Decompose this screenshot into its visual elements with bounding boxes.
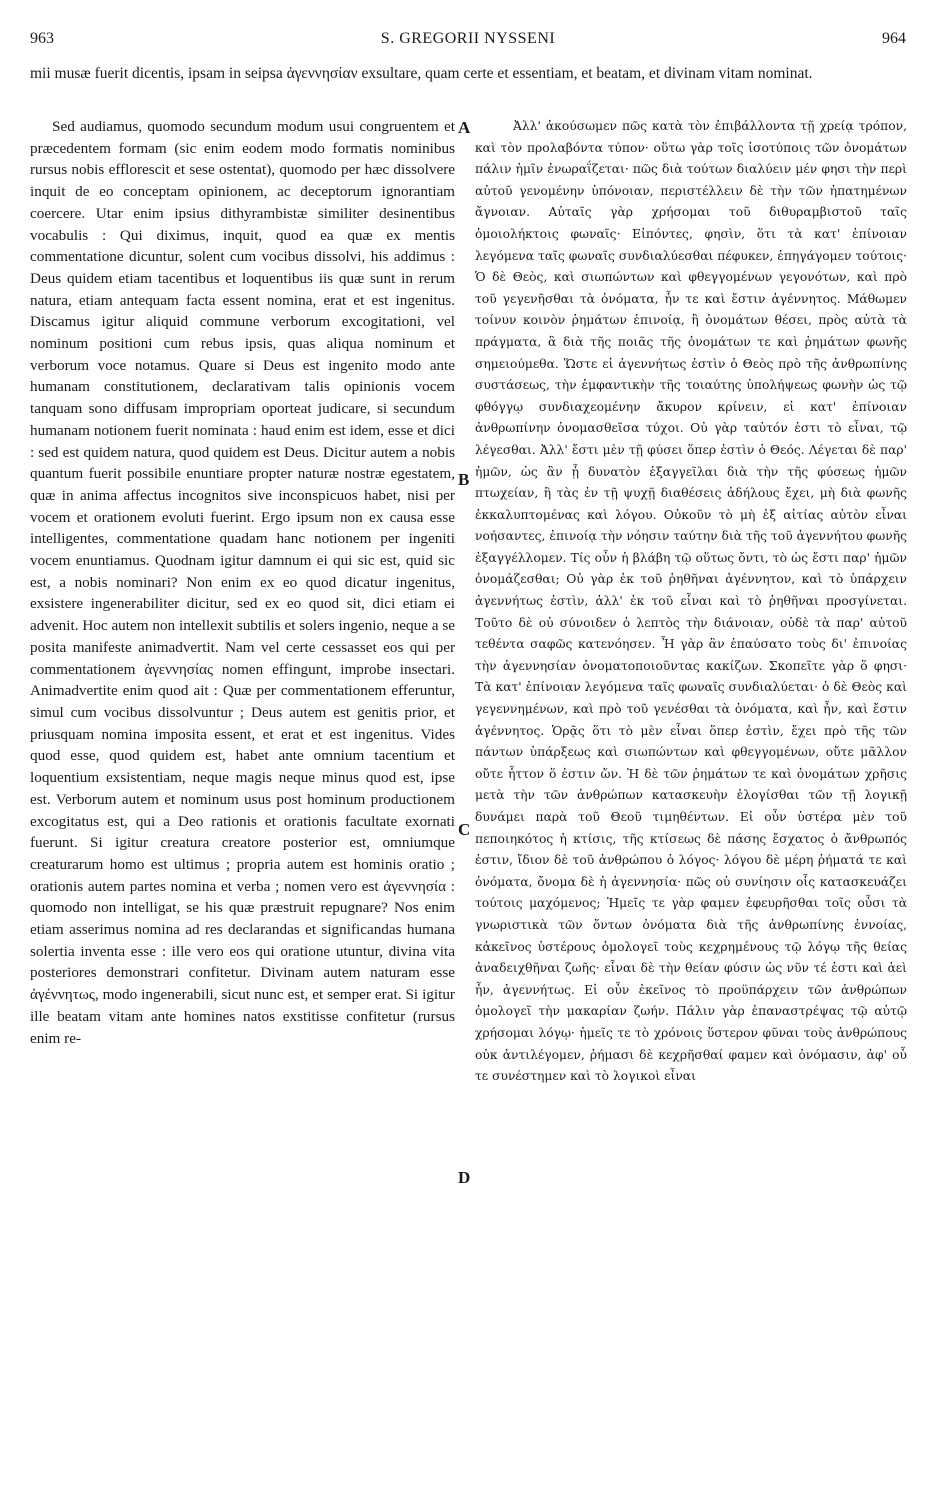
- section-marker-b: B: [458, 470, 470, 489]
- page-number-right: 964: [882, 30, 906, 47]
- page-number-left: 963: [30, 30, 54, 47]
- section-marker-a: A: [458, 118, 471, 137]
- intro-paragraph: mii musæ fuerit dicentis, ipsam in seipsa ἀγεννησίαν exsultare, quam certe et essentiam, et beatam, et divinam vitam nominat.: [30, 65, 813, 82]
- greek-column: [475, 116, 907, 1483]
- running-header: [30, 30, 906, 54]
- running-title: S. GREGORII NYSSENI: [380, 30, 556, 47]
- latin-column: [30, 116, 455, 1483]
- latin-text: Sed audiamus, quomodo secundum modum usui congruentem et præcedentem formam (sic enim eodem modo formatis nominibus rursus nobis efflorescit et sese ostentat), quomodo per hæc dissolvere inquit de eo conceptam opinionem, ac deceptorum ignorantiam coercere. Utar enim ipsius dithyrambistæ similiter desinentibus vocabulis : Qui diximus, inquit, quod ea quæ ex mentis commentatione dicuntur, solent cum vocibus dissolvi, his addimus : Deus quidem etiam tacentibus et loquentibus iis quæ sunt in rerum natura, etiam antequam facta essent nomina, erat et est ingenitus. Discamus igitur aliquid commune verborum excogitationi, vel nominum positioni cum rebus ipsis, quas aliqua nominum et verborum voce notamus. Quare si Deus est ingenito modo ante humanam constitutionem, declarativam talis opinionis vocem tanquam sono diffusam impropriam oporteat judicare, si secundum humanam notionem fuerit nominata : haud enim est idem, esse et dici : sed est quidem natura, quod quidem est Deus. Dicitur autem a nobis quantum fuerit possibile enuntiare propter naturæ nostræ egestatem, quæ in anima affectus incognitos sive inconspicuos habet, nisi per vocem et orationem evoluti fuerint. Ergo ipsum non ex causa esse intelligentes, commentatione quadam hanc notionem per ingeniti vocem enuntiamus. Quodnam igitur damnum ei qui sic est, quid sic est, a nobis nominari? Non enim ex eo quod dicatur ingenitus, exsistere ingenerabiliter dicitur, sed ex eo quod sit, dici etiam ei advenit. Hoc autem non intellexit subtilis et solers ingenio, neque a se posita manifeste animadvertit. Nam vel certe cessasset eos qui per commentationem ἀγεννησίας nomen effingunt, improbe insectari. Animadvertite enim quod ait : Quæ per commentationem efferuntur, simul cum vocibus dissolvuntur ; Deus autem est genitis prior, et priusquam nomina imposita essent, et erat et est ingenitus. Vides quod esse, quod quidem est, habet ante omnium tacentium et loquentium exsistentiam, neque magis neque minus quod est, ipse est. Verborum autem et nominum usus post hominum productionem excogitatus est, qui a Deo rationis et orationis facultate exornati fuerunt. Si igitur creatura creatore posterior est, omniumque creaturarum homo est ultimus ; propria autem est hominis oratio ; orationis autem partes nomina et verba ; nomen vero est ἀγεννησία : quomodo non intelligat, se his quæ præstruit repugnare? Nos enim etiam asserimus nomina ad res declarandas et significandas humana solertia inventa esse : ille vero eos qui oratione utuntur, divina vita posteriores demonstrari confitetur. Divinam autem naturam esse ἀγέννητως, modo ingenerabili, sicut nunc est, et semper erat. Si igitur ille beatam vitam ante homines natos exstitisse confitetur (rursus enim re-: [30, 118, 455, 1047]
- greek-text: Ἀλλ' ἀκούσωμεν πῶς κατὰ τὸν ἐπιβάλλοντα τῇ χρείᾳ τρόπον, καὶ τὸν προλαβόντα τύπον· οὕτω γὰρ τοῖς ἰσοτύποις τῶν ὀνομάτων πάλιν ἡμῖν ἐνωραΐζεται· πῶς διὰ τούτων διαλύειν μέν φησι τὴν περὶ αὐτοῦ γενομένην ὑπόνοιαν, περιστέλλειν δὲ τὴν τῶν ἠπατημένων ἄγνοιαν. Αὐταῖς γὰρ χρήσομαι τοῦ διθυραμβιστοῦ ταῖς ὁμοιολήκτοις φωναῖς· Εἰπόντες, φησὶν, ὅτι τὰ κατ' ἐπίνοιαν λεγόμενα ταῖς φωναῖς συνδιαλύεσθαι πέφυκεν, ἐπηγάγομεν τούτοις· Ὁ δὲ Θεὸς, καὶ σιωπώντων καὶ φθεγγομένων γεγονότων, καὶ πρὸ τοῦ γεγενῆσθαι τὰ ὀνόματα, ἦν τε καὶ ἔστιν ἀγέννητος. Μάθωμεν τοίνυν κοινὸν ῥημάτων ἐπινοίᾳ, ἢ ὀνομάτων θέσει, πρὸς αὐτὰ τὰ πράγματα, ἃ διὰ τῆς ποιᾶς τῆς ὀνομάτων τε καὶ ῥημάτων φωνῆς σημειούμεθα. Ὥστε εἰ ἀγεννήτως ἐστὶν ὁ Θεὸς πρὸ τῆς ἀνθρωπίνης συστάσεως, τὴν ἐμφαντικὴν τῆς τοιαύτης ὑπολήψεως φωνὴν ὡς τῷ φθόγγῳ συνδιαχεομένην ἄκυρον κρίνειν, εἰ κατ' ἐπίνοιαν ἀνθρωπίνην ὀνομασθεῖσα τύχοι. Οὐ γὰρ ταὐτόν ἐστι τὸ εἶναι, τῷ λέγεσθαι. Ἀλλ' ἔστι μὲν τῇ φύσει ὅπερ ἐστὶν ὁ Θεός. Λέγεται δὲ παρ' ἡμῶν, ὡς ἂν ᾖ δυνατὸν ἐξαγγεῖλαι διὰ τὴν τῆς φύσεως ἡμῶν πτωχείαν, ἣ τὰς ἐν τῇ ψυχῇ διαθέσεις ἀδήλους ἔχει, μὴ διὰ φωνῆς ἐκκαλυπτομένας καὶ λόγου. Οὐκοῦν τὸ μὴ ἐξ αἰτίας αὐτὸν εἶναι νοήσαντες, ἐπινοίᾳ τὴν νόησιν ταύτην διὰ τῆς τοῦ ἀγεννήτου φωνῆς ἐξαγγέλλομεν. Τίς οὖν ἡ βλάβη τῷ οὕτως ὄντι, τὸ ὡς ἔστι παρ' ἡμῶν ὀνομάζεσθαι; Οὐ γὰρ ἐκ τοῦ ῥηθῆναι ἀγέννητον, καὶ τὸ ὑπάρχειν ἀγεννήτως ἐστὶν, ἀλλ' ἐκ τοῦ εἶναι καὶ τὸ ῥηθῆναι προσγίνεται. Τοῦτο δὲ οὐ σύνοιδεν ὁ λεπτὸς τὴν διάνοιαν, οὐδὲ τὰ παρ' αὐτοῦ τεθέντα σαφῶς κατενόησεν. Ἦ γὰρ ἂν ἐπαύσατο τοὺς δι' ἐπινοίας τὴν ἀγεννησίαν ὀνοματοποιοῦντας κακίζων. Σκοπεῖτε γὰρ ὅ φησι· Τὰ κατ' ἐπίνοιαν λεγόμενα ταῖς φωναῖς συνδιαλύεται· ὁ δὲ Θεὸς καὶ γεγεννημένων, καὶ πρὸ τοῦ γενέσθαι τὰ ὀνόματα, καὶ ἦν, καὶ ἔστιν ἀγέννητος. Ὁρᾷς ὅτι τὸ μὲν εἶναι ὅπερ ἐστὶν, ἔχει πρὸ τῆς τῶν πάντων ὑπάρξεως καὶ σιωπώντων καὶ φθεγγομένων, οὔτε μᾶλλον οὔτε ἧττον ὅ ἐστιν ὤν. Ἡ δὲ τῶν ῥημάτων τε καὶ ὀνομάτων χρῆσις μετὰ τὴν τῶν ἀνθρώπων κατασκευὴν ἐλογίσθαι τῶν τῇ λογικῇ δυνάμει παρὰ τοῦ Θεοῦ τιμηθέντων. Εἰ οὖν ὑστέρα μὲν τοῦ πεποιηκότος ἡ κτίσις, τῆς κτίσεως δὲ πάσης ἔσχατος ὁ ἄνθρωπός ἐστιν, ἴδιον δὲ τοῦ ἀνθρώπου ὁ λόγος· λόγου δὲ μέρη ῥήματά τε καὶ ὀνόματα, ὄνομα δὲ ἡ ἀγεννησία· πῶς οὐ συνίησιν οἷς κατασκευάζει τούτοις μαχόμενος; Ἡμεῖς τε γὰρ φαμεν ἐφευρῆσθαι τοῖς οὖσι τὰ γνωριστικὰ τῶν ὄντων ὀνόματα διὰ τῆς ἀνθρωπίνης ἐννοίας, κἀκεῖνος ὑστέρους ὁμολογεῖ τοὺς κεχρημένους τῷ λόγῳ τῆς θείας ἀναδειχθῆναι ζωῆς· εἶναι δὲ τὴν θείαν φύσιν ὡς νῦν τέ ἐστι καὶ ἀεὶ ἦν, ἀγεννήτως. Εἰ οὖν ἐκεῖνος τὸ προϋπάρχειν τῶν ἀνθρώπων ὁμολογεῖ τὴν μακαρίαν ζωήν. Πάλιν γὰρ ἐπαναστρέψας τῷ αὐτῷ χρήσομαι λόγῳ· ἡμεῖς τε τὸ χρόνοις ὕστερον φῦναι τοὺς ἀνθρώπους οὐκ ἀντιλέγομεν, ῥήμασι δὲ κεχρῆσθαί φαμεν καὶ ὀνόμασιν, ἀφ' οὗ τε συνέστημεν καὶ τὸ λογικοὶ εἶναι: [475, 119, 907, 1084]
- section-marker-c: C: [458, 820, 471, 839]
- section-marker-d: D: [458, 1168, 471, 1187]
